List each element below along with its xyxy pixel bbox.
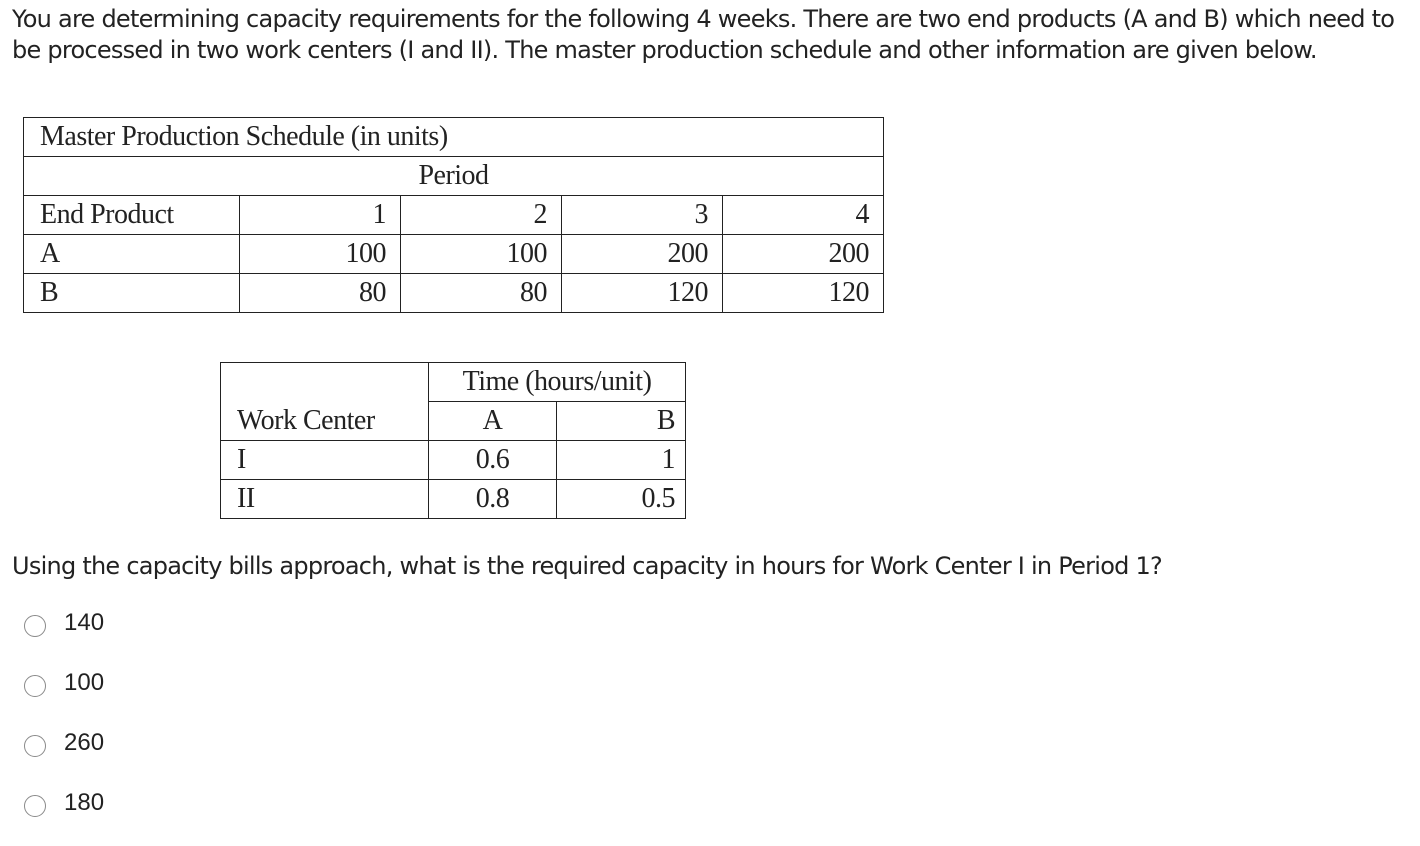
- column-header: 1: [240, 196, 401, 235]
- table-cell: [221, 363, 429, 402]
- answer-option-label: 140: [64, 609, 105, 636]
- radio-button-icon[interactable]: [24, 735, 46, 757]
- table-header-row: [221, 402, 686, 441]
- table-row: [221, 441, 686, 480]
- mps-title: Master Production Schedule (in units): [24, 118, 884, 157]
- table-cell: 1: [557, 441, 686, 480]
- answer-options: [24, 606, 104, 846]
- table-cell: 80: [240, 274, 401, 313]
- table-cell: 80: [401, 274, 562, 313]
- answer-option[interactable]: [24, 666, 104, 700]
- answer-option[interactable]: [24, 606, 104, 640]
- question-intro: You are determining capacity requirements for the following 4 weeks. There are two end products (A and B) which need to be processed in two work centers (I and II). The master production schedule and other information are given below.: [12, 5, 1395, 64]
- table-row: [221, 363, 686, 402]
- column-header: Work Center: [221, 402, 429, 441]
- radio-button-icon[interactable]: [24, 615, 46, 637]
- table-cell: 120: [723, 274, 884, 313]
- table-cell: 200: [723, 235, 884, 274]
- answer-option-label: 260: [64, 729, 105, 756]
- mps-period-label: Period: [24, 157, 884, 196]
- column-header: 2: [401, 196, 562, 235]
- table-header-row: [24, 196, 884, 235]
- table-row: [24, 118, 884, 157]
- table-row: [24, 235, 884, 274]
- table-row: [24, 157, 884, 196]
- time-per-unit-table: [220, 362, 686, 519]
- table-cell: II: [221, 480, 429, 519]
- table-cell: I: [221, 441, 429, 480]
- master-production-schedule-table: [23, 117, 884, 313]
- column-header: End Product: [24, 196, 240, 235]
- table-cell: 100: [240, 235, 401, 274]
- radio-button-icon[interactable]: [24, 675, 46, 697]
- table-row: [221, 480, 686, 519]
- answer-option[interactable]: [24, 786, 104, 820]
- table-cell: 0.5: [557, 480, 686, 519]
- column-header: B: [557, 402, 686, 441]
- table-cell: B: [24, 274, 240, 313]
- table-cell: A: [24, 235, 240, 274]
- answer-option-label: 100: [64, 669, 105, 696]
- column-header: A: [429, 402, 557, 441]
- column-header: 3: [562, 196, 723, 235]
- table-cell: 200: [562, 235, 723, 274]
- table-cell: 100: [401, 235, 562, 274]
- radio-button-icon[interactable]: [24, 795, 46, 817]
- table-cell: 0.6: [429, 441, 557, 480]
- time-table-title: Time (hours/unit): [429, 363, 686, 402]
- column-header: 4: [723, 196, 884, 235]
- table-cell: 0.8: [429, 480, 557, 519]
- answer-option[interactable]: [24, 726, 104, 760]
- table-row: [24, 274, 884, 313]
- table-cell: 120: [562, 274, 723, 313]
- question-text: Using the capacity bills approach, what is the required capacity in hours for Work Center I in Period 1?: [12, 552, 1162, 580]
- answer-option-label: 180: [64, 789, 105, 816]
